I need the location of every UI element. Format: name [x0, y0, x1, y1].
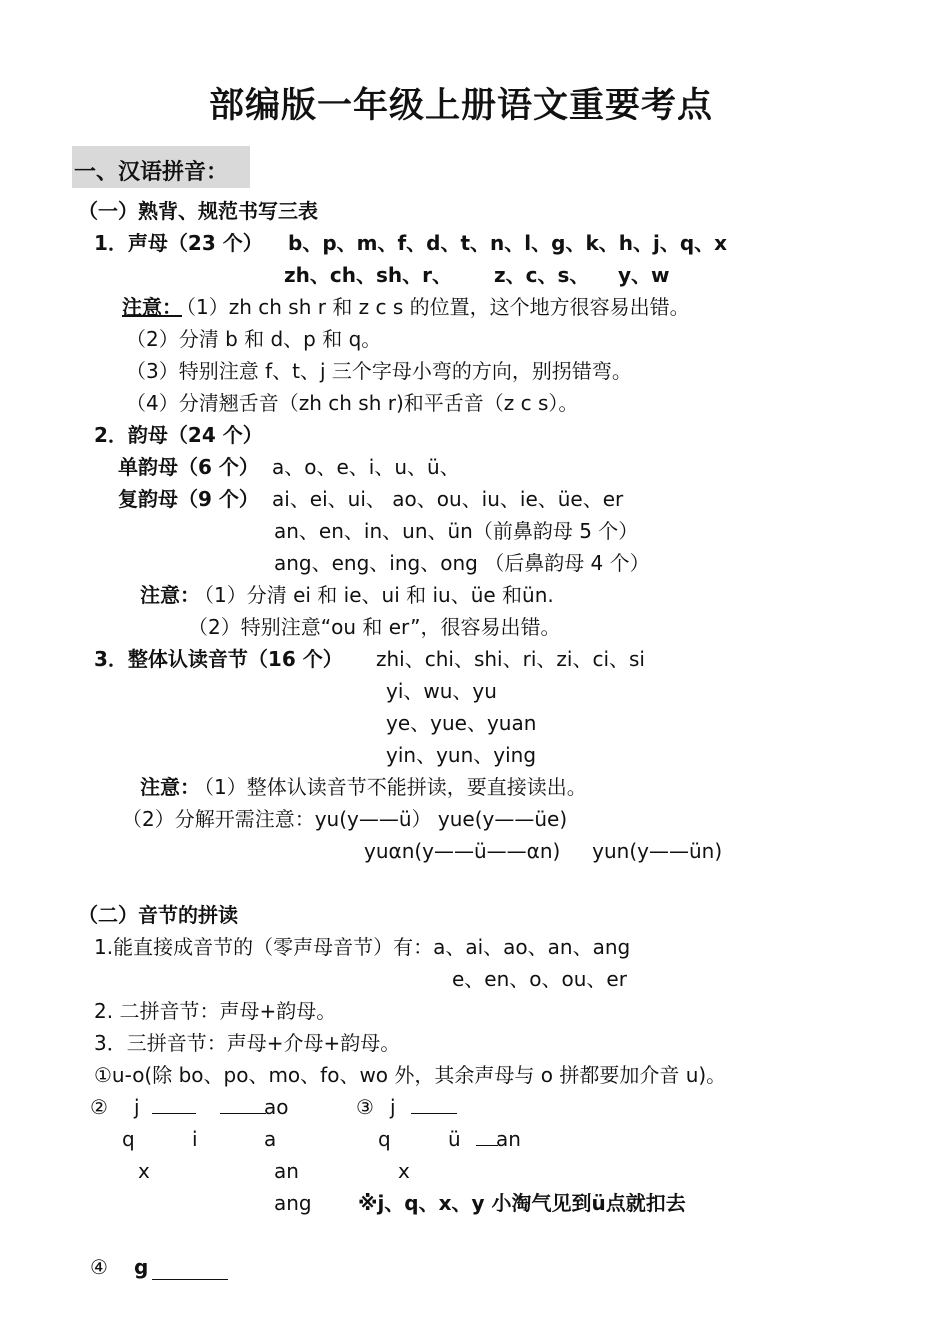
note-text: （2）分清 b 和 d、p 和 q。	[126, 327, 382, 351]
section-heading-text: 一、汉语拼音：	[74, 160, 229, 185]
page-title: 部编版一年级上册语文重要考点	[209, 86, 714, 126]
rule-note: ※j、q、x、y 小淘气见到ü点就扣去	[358, 1191, 686, 1215]
diagram-3-initial: j	[390, 1095, 396, 1119]
syllable-item: 1.能直接成音节的（零声母音节）有：a、ai、ao、an、ang	[94, 935, 631, 959]
subsection-heading: （二）音节的拼读	[78, 903, 238, 927]
diagram-2-initial: j	[134, 1095, 140, 1119]
syllable-item: ①u-o(除 bo、po、mo、fo、wo 外，其余声母与 o 拼都要加介音 u)。	[94, 1063, 727, 1087]
whole-syllables-row: yi、wu、yu	[386, 679, 497, 703]
connector-line	[152, 1279, 228, 1280]
single-finals-label: 单韵母（6 个）	[118, 455, 259, 479]
initials-row-2-c: y、w	[618, 263, 670, 287]
subsection-heading: （一）熟背、规范书写三表	[78, 199, 318, 223]
note-label: 注意：	[122, 295, 182, 319]
note-text: yuαn(y——ü——αn) yun(y——ün)	[364, 839, 723, 863]
diagram-2-initial: q	[122, 1127, 135, 1151]
diagram-2-final: ao	[264, 1095, 289, 1119]
syllable-item: e、en、o、ou、er	[452, 967, 627, 991]
connector-line	[152, 1113, 196, 1114]
section-heading-pinyin	[72, 146, 250, 188]
diagram-2-medial: i	[192, 1127, 198, 1151]
diagram-3-initial: x	[398, 1159, 410, 1183]
connector-line	[411, 1113, 457, 1114]
whole-syllables-row: ye、yue、yuan	[386, 711, 537, 735]
diagram-2-marker: ②	[90, 1095, 108, 1119]
diagram-2-final: ang	[274, 1191, 312, 1215]
diagram-3-final: an	[496, 1127, 521, 1151]
note-text: （2）特别注意“ou 和 er”，很容易出错。	[188, 615, 561, 639]
initials-row-2-b: z、c、s、	[494, 263, 590, 287]
note-text: （1）分清 ei 和 ie、ui 和 iu、üe 和ün.	[194, 583, 554, 607]
syllable-item: 2. 二拼音节：声母+韵母。	[94, 999, 337, 1023]
diagram-2-initial: x	[138, 1159, 150, 1183]
note-text: （1）zh ch sh r 和 z c s 的位置，这个地方很容易出错。	[176, 295, 690, 319]
back-nasal-finals: ang、eng、ing、ong （后鼻韵母 4 个）	[274, 551, 650, 575]
note-text: （3）特别注意 f、t、j 三个字母小弯的方向，别拐错弯。	[126, 359, 632, 383]
whole-syllables-row: zhi、chi、shi、ri、zi、ci、si	[376, 647, 645, 671]
diagram-3-marker: ③	[356, 1095, 374, 1119]
initials-row-1: b、p、m、f、d、t、n、l、g、k、h、j、q、x	[288, 231, 728, 255]
diagram-3-medial: ü	[448, 1127, 461, 1151]
diagram-2-final: an	[274, 1159, 299, 1183]
whole-syllables-row: yin、yun、ying	[386, 743, 537, 767]
compound-finals: ai、ei、ui、 ao、ou、iu、ie、üe、er	[272, 487, 624, 511]
connector-line	[220, 1113, 266, 1114]
connector-line	[476, 1145, 498, 1146]
note-text: （2）分解开需注意：yu(y——ü） yue(y——üe)	[122, 807, 568, 831]
compound-finals-label: 复韵母（9 个）	[118, 487, 259, 511]
finals-label: 2．韵母（24 个）	[94, 423, 263, 447]
note-text: （4）分清翘舌音（zh ch sh r)和平舌音（z c s）。	[126, 391, 579, 415]
initials-label: 1．声母（23 个）	[94, 231, 263, 255]
syllable-item: 3．三拼音节：声母+介母+韵母。	[94, 1031, 401, 1055]
single-finals: a、o、e、i、u、ü、	[272, 455, 460, 479]
diagram-3-initial: q	[378, 1127, 391, 1151]
diagram-2-final: a	[264, 1127, 277, 1151]
diagram-4-initial: g	[134, 1255, 149, 1279]
initials-row-2-a: zh、ch、sh、r、	[284, 263, 452, 287]
note-label: 注意：	[140, 583, 200, 607]
front-nasal-finals: an、en、in、un、ün（前鼻韵母 5 个）	[274, 519, 639, 543]
note-label: 注意：	[140, 775, 200, 799]
whole-syllables-label: 3．整体认读音节（16 个）	[94, 647, 343, 671]
note-text: （1）整体认读音节不能拼读，要直接读出。	[194, 775, 587, 799]
diagram-4-marker: ④	[90, 1255, 108, 1279]
